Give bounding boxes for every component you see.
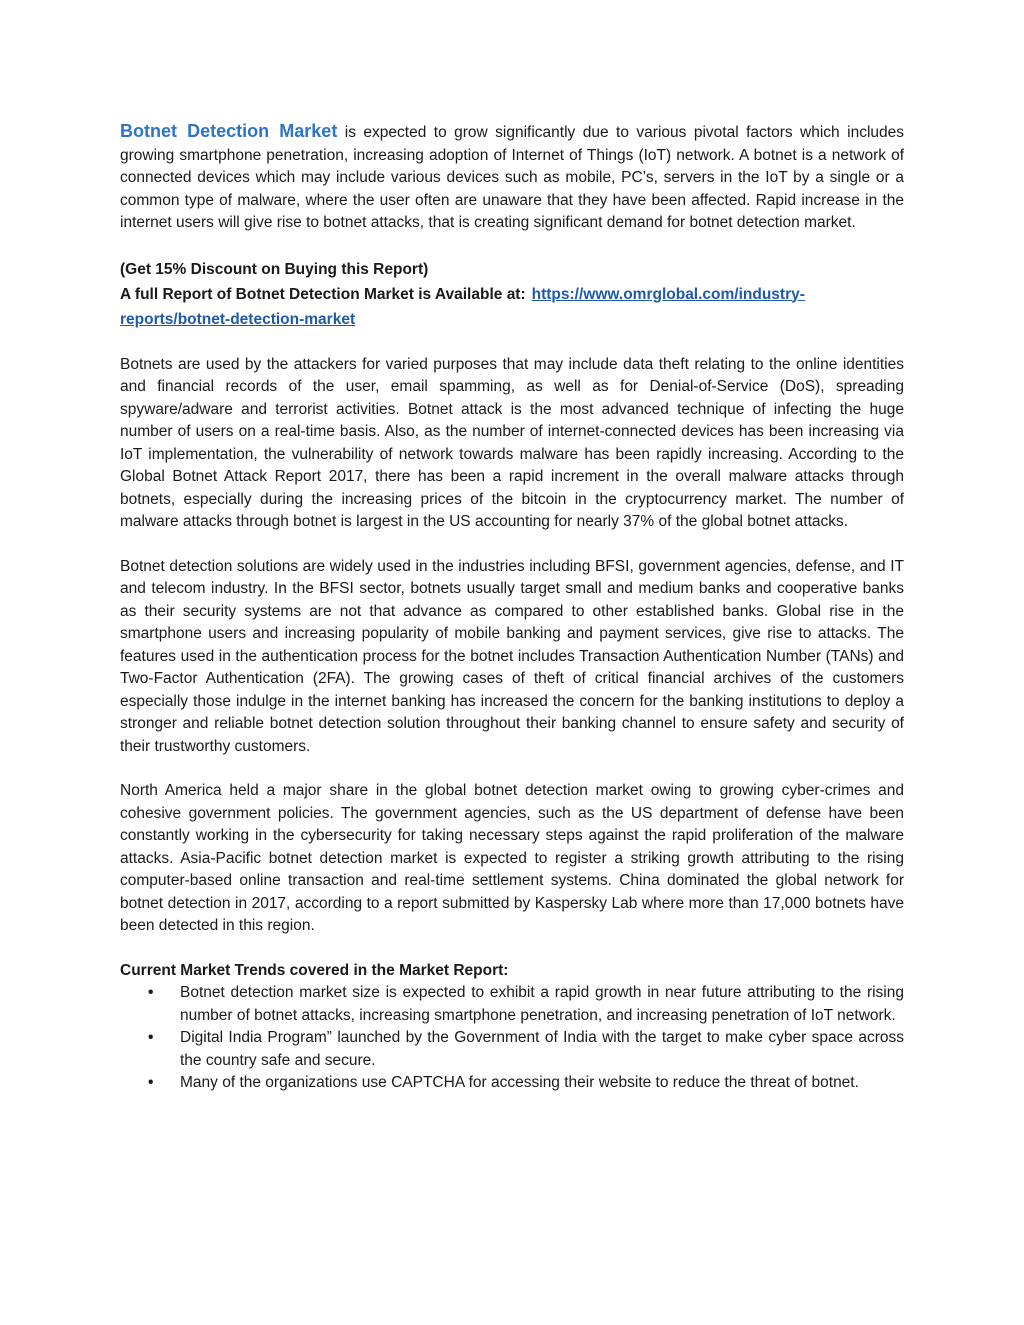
list-item-text: Botnet detection market size is expected to exhibit a rapid growth in near future attributing to the rising number of botnet attacks, increasing smartphone penetration, and increasing penetration of IoT network. (180, 984, 904, 1024)
intro-paragraph (120, 120, 904, 235)
bullet-icon: • (148, 1029, 154, 1046)
report-label: A full Report of Botnet Detection Market is Available at: (120, 285, 526, 303)
body-paragraph-solutions: Botnet detection solutions are widely used in the industries including BFSI, government agencies, defense, and IT and telecom industry. In the BFSI sector, botnets usually target small and medium banks and cooperative banks as their security systems are not that advance as compared to other established banks. Global rise in the smartphone users and increasing popularity of mobile banking and payment services, give rise to attacks. The features used in the authentication process for the botnet includes Transaction Authentication Number (TANs) and Two-Factor Authentication (2FA). The growing cases of theft of critical financial archives of the customers especially those indulge in the internet banking has increased the concern for the banking institutions to deploy a stronger and reliable botnet detection solution throughout their banking channel to ensure safety and security of their trustworthy customers. (120, 557, 904, 755)
list-item-text: Digital India Program” launched by the Government of India with the target to make cyber space across the country safe and secure. (180, 1029, 904, 1069)
report-availability-line (120, 282, 904, 332)
promo-block (120, 257, 904, 332)
body-paragraph-regions: North America held a major share in the global botnet detection market owing to growing cyber-crimes and cohesive government policies. The government agencies, such as the US department of defense have been constantly working in the cybersecurity for taking necessary steps against the rapid proliferation of the malware attacks. Asia-Pacific botnet detection market is expected to register a striking growth attributing to the rising computer-based online transaction and real-time settlement systems. China dominated the global network for botnet detection in 2017, according to a report submitted by Kaspersky Lab where more than 17,000 botnets have been detected in this region. (120, 782, 904, 934)
list-item (120, 1027, 904, 1072)
list-item (120, 982, 904, 1027)
report-url-link[interactable]: https://www.omrglobal.com/industry-reports/botnet-detection-market (120, 285, 805, 328)
bullet-icon: • (148, 1074, 154, 1091)
document-page (120, 120, 904, 1095)
botnet-detection-market-link[interactable]: Botnet Detection Market (120, 121, 338, 141)
trends-heading: Current Market Trends covered in the Market Report: (120, 961, 509, 979)
body-paragraph-attackers: Botnets are used by the attackers for varied purposes that may include data theft relating to the online identities and financial records of the user, email spamming, as well as for Denial-of-Service (DoS), spreading spyware/adware and terrorist activities. Botnet attack is the most advanced technique of infecting the huge number of users on a real-time basis. Also, as the number of internet-connected devices has been increasing via IoT implementation, the vulnerability of network towards malware has been rapidly increasing. According to the Global Botnet Attack Report 2017, there has been a rapid increment in the overall malware attacks through botnets, especially during the increasing prices of the bitcoin in the cryptocurrency market. The number of malware attacks through botnet is largest in the US accounting for nearly 37% of the global botnet attacks. (120, 355, 904, 530)
list-item-text: Many of the organizations use CAPTCHA for accessing their website to reduce the threat of botnet. (180, 1074, 859, 1091)
trends-list (120, 982, 904, 1095)
bullet-icon: • (148, 984, 154, 1001)
discount-note: (Get 15% Discount on Buying this Report) (120, 260, 429, 278)
list-item (120, 1072, 904, 1095)
intro-text: is expected to grow significantly due to various pivotal factors which includes growing smartphone penetration, increasing adoption of Internet of Things (IoT) network. A botnet is a network of connected devices which may include various devices such as mobile, PC’s, servers in the IoT by a single or a common type of malware, where the user often are unaware that they have been affected. Rapid increase in the internet users will give rise to botnet attacks, that is creating significant demand for botnet detection market. (120, 124, 904, 231)
